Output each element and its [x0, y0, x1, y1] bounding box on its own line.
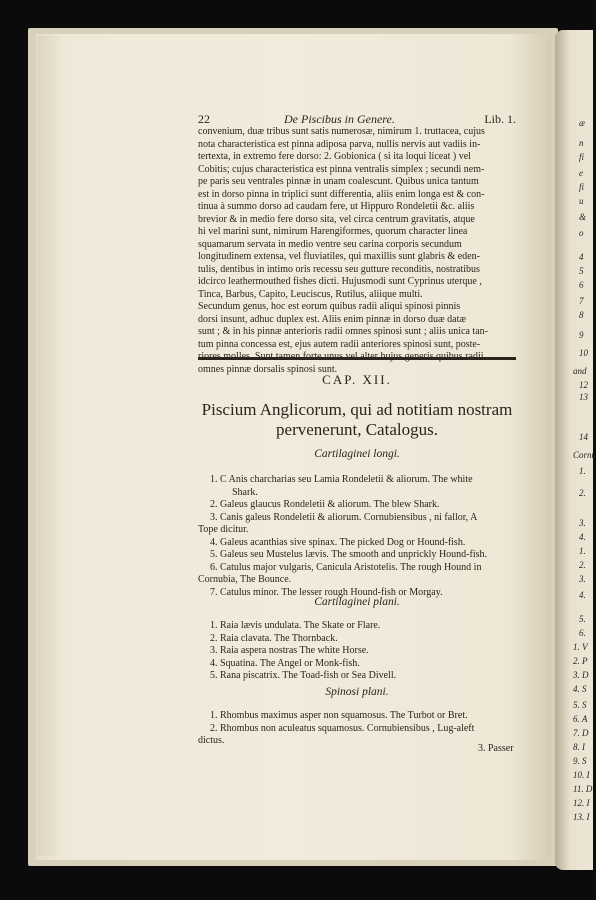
catalogue-entry: 5. Rana piscatrix. The Toad-fish or Sea Divell. — [210, 670, 397, 681]
chapter-title — [198, 400, 516, 440]
running-title: De Piscibus in Genere. — [284, 112, 395, 126]
catalogue-entry: 3. Canis galeus Rondeletii & aliorum. Cornubiensibus , ni fallor, A — [210, 511, 478, 523]
facing-page-fragment: u — [579, 196, 584, 206]
facing-page-fragment: Cornu — [573, 450, 596, 460]
facing-page-fragment: & — [579, 212, 587, 222]
facing-page-fragment: 9. S — [573, 756, 587, 766]
facing-page — [555, 30, 596, 870]
body-line: omnes pinnæ dorsalis spinosi sunt. — [198, 363, 338, 375]
body-text — [198, 126, 516, 376]
facing-page-fragment: and — [573, 366, 587, 376]
body-line: tinua à summo dorso ad caudam fere, ut Hippuro Rondeletii &c. aliis — [198, 201, 475, 212]
facing-page-fragment: æ — [579, 118, 586, 128]
catchword: 3. Passer — [478, 743, 514, 754]
facing-page-fragment: e — [579, 168, 583, 178]
facing-page-fragment: 10. I — [573, 770, 590, 780]
body-line: tum pinna concessa est, ejus autem radii anteriores spinosi sunt, poste- — [198, 338, 481, 350]
body-line: tertexta, in extremo fere dorso: 2. Gobionica ( si ita loqui liceat ) vel — [198, 151, 471, 162]
facing-page-fragment: 5 — [579, 266, 584, 276]
facing-page-fragment: 13 — [579, 392, 588, 402]
facing-page-fragment: 13. I — [573, 812, 590, 822]
book-number: Lib. 1. — [484, 112, 516, 126]
facing-page-fragment: 12. I — [573, 798, 590, 808]
section-heading: Cartilaginei plani. — [314, 596, 400, 608]
body-line: sunt ; & in his pinnæ anterioris radii omnes spinosi sunt ; aliis unica tan- — [198, 326, 488, 337]
facing-page-fragment: 3. — [579, 518, 586, 528]
facing-page-fragment: 12 — [579, 380, 588, 390]
facing-page-fragment: 4. — [579, 532, 586, 542]
facing-page-fragment: 7 — [579, 296, 584, 306]
body-line: idcirco leathermouthed fishes dicti. Hujusmodi sunt Cyprinus uterque , — [198, 276, 482, 287]
facing-page-fragment: 10 — [579, 348, 588, 358]
body-line: nota characteristica est pinna adiposa parva, nullis nervis aut vadiis in- — [198, 138, 481, 150]
chapter-title-line: Piscium Anglicorum, qui ad notitiam nostram — [201, 400, 513, 419]
body-line: est in dorso pinna in triplici sunt differentia, aliis enim longa est & con- — [198, 188, 485, 200]
facing-page-fragment: 2. P — [573, 656, 588, 666]
body-line: tulis, dentibus in intimo oris recessu seu gutture reconditis, nostratibus — [198, 263, 480, 275]
catalogue-entry: 6. Catulus major vulgaris, Canicula Aristotelis. The rough Hound in — [210, 561, 482, 573]
facing-page-fragment: 5. — [579, 614, 586, 624]
catalogue-entry: 1. Raia lævis undulata. The Skate or Flare. — [210, 620, 381, 631]
facing-page-fragment: 7. D — [573, 728, 589, 738]
page-gutter — [38, 36, 60, 856]
catalogue-entry: 2. Rhombus non aculeatus squamosus. Cornubiensibus , Lug-aleft — [210, 722, 475, 734]
catalogue-entry: 3. Raia aspera nostras The white Horse. — [210, 645, 369, 656]
chapter-number: CAP. XII. — [322, 372, 392, 387]
facing-page-fragment: 4. — [579, 590, 586, 600]
catalogue-entry: 2. Galeus glaucus Rondeletii & aliorum. The blew Shark. — [210, 499, 440, 510]
facing-page-fragment: 14 — [579, 432, 588, 442]
facing-page-fragment: 1. — [579, 466, 586, 476]
facing-page-fragment: 8 — [579, 310, 584, 320]
facing-page-fragment: 2. — [579, 488, 586, 498]
facing-page-fragment: 3. — [579, 574, 586, 584]
facing-page-fragment: 3. D — [573, 670, 589, 680]
chapter-title-line: pervenerunt, Catalogus. — [276, 420, 438, 439]
catalogue-entry: 1. C Anis charcharias seu Lamia Rondeletii & aliorum. The white — [210, 474, 473, 485]
facing-page-fragment: n — [579, 138, 584, 148]
catalogue-entry-continuation: Tope dicitur. — [198, 524, 249, 535]
facing-page-fragment: 8. I — [573, 742, 585, 752]
catalogue-entry: 5. Galeus seu Mustelus lævis. The smooth and unprickly Hound-fish. — [210, 549, 488, 560]
catalogue-entry: 7. Catulus minor. The lesser rough Hound-fish or Morgay. — [210, 586, 443, 598]
catalogue-entry: 1. Rhombus maximus asper non squamosus. The Turbot or Bret. — [210, 710, 468, 721]
catalogue-entry: 4. Galeus acanthias sive spinax. The picked Dog or Hound-fish. — [210, 536, 466, 548]
section-heading: Cartilaginei longi. — [314, 448, 400, 460]
section-rule — [198, 357, 516, 360]
body-line: hi vel marini sunt, nimirum Harengiformes, quorum character linea — [198, 226, 468, 237]
catalogue-entry: 4. Squatina. The Angel or Monk-fish. — [210, 657, 360, 669]
section-heading: Spinosi plani. — [325, 686, 389, 698]
facing-page-fragment: 4 — [579, 252, 584, 262]
facing-page-fragment: 1. — [579, 546, 586, 556]
body-line: Cobitis; cujus characteristica est pinna ventralis simplex ; secundi nem- — [198, 163, 485, 175]
facing-page-fragment: 2. — [579, 560, 586, 570]
facing-page-fragment: 1. V — [573, 642, 588, 652]
body-line: squamarum servata in medio ventre seu carina corporis secundum — [198, 238, 462, 250]
body-line: Tinca, Barbus, Capito, Leuciscus, Rutilus, aliique multi. — [198, 288, 423, 300]
catalogue-entry: 2. Raia clavata. The Thornback. — [210, 632, 338, 644]
facing-page-fragment: 5. S — [573, 700, 587, 710]
body-line: brevior & in medio fere dorso sita, vel circa centrum gravitatis, atque — [198, 213, 475, 225]
body-line: pe paris seu ventrales pinnæ in unam coalescunt. Quibus unica tantum — [198, 176, 479, 187]
body-line: Secundum genus, hoc est eorum quibus radii aliqui spinosi pinnis — [198, 301, 461, 312]
facing-page-fragment: 6. — [579, 628, 586, 638]
facing-page-fragment: fi — [579, 152, 585, 162]
facing-page-fragment: 4. S — [573, 684, 587, 694]
facing-page-fragment: 9 — [579, 330, 584, 340]
facing-page-fragment: 11. D — [573, 784, 593, 794]
catalogue-entry-continuation: Cornubia, The Bounce. — [198, 574, 292, 585]
body-line: dorsi insunt, adhuc duplex est. Aliis enim pinnæ in dorso duæ datæ — [198, 313, 467, 325]
page-number: 22 — [198, 112, 210, 126]
facing-page-fragment: fi — [579, 182, 585, 192]
facing-page-fragment: 6 — [579, 280, 584, 290]
body-line: convenium, duæ tribus sunt satis numerosæ, nimirum 1. truttacea, cujus — [198, 126, 485, 137]
catalogue-entry-continuation: Shark. — [232, 486, 258, 498]
catalogue-entry-continuation: dictus. — [198, 735, 225, 746]
facing-page-fragment: 6. A — [573, 714, 588, 724]
facing-page-fragment: o — [579, 228, 584, 238]
body-line: longitudinem extensa, vel fluviatiles, qui maxillis sunt glabris & eden- — [198, 251, 480, 262]
